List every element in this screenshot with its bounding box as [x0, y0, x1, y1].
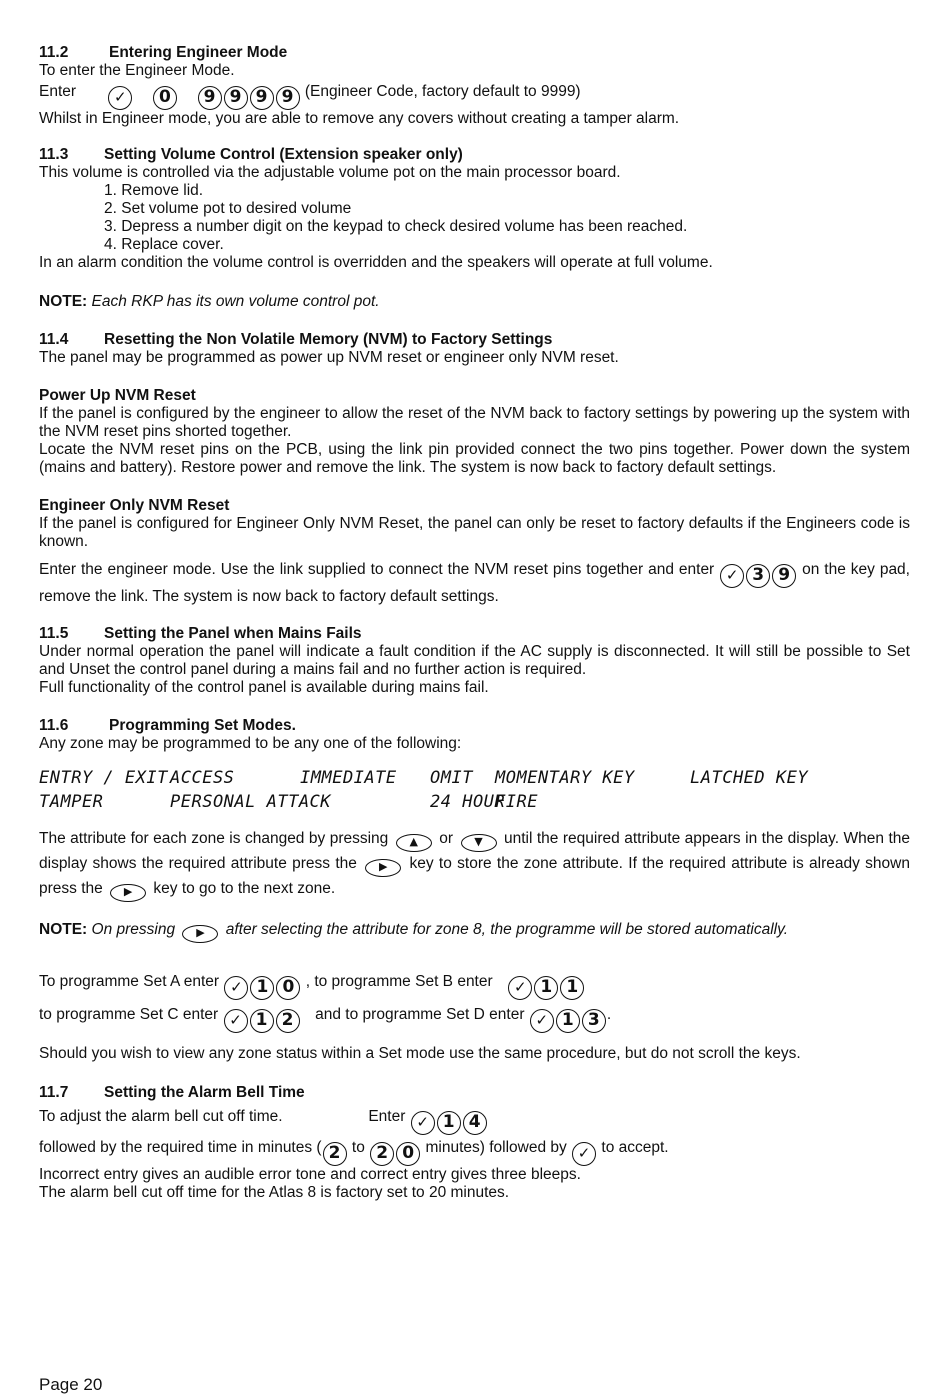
- paragraph: Under normal operation the panel will indicate a fault condition if the AC supply is disconnected. It will still be possible to Set and Unset the control panel during a mains fail and no further action is required.: [39, 643, 910, 678]
- section-title: Resetting the Non Volatile Memory (NVM) to Factory Settings: [104, 331, 553, 348]
- right-arrow-key-icon: ▶: [110, 884, 146, 902]
- attribute-label: TAMPER: [39, 792, 104, 812]
- document-page: [39, 44, 910, 1202]
- digit-key-icon: 3: [582, 1009, 606, 1033]
- engineer-code-line: Enter ✓ 0 9 9 9 9 (Engineer Code, factory default to 9999): [39, 83, 910, 110]
- subheading: Power Up NVM Reset: [39, 387, 196, 404]
- attribute-label: LATCHED KEY: [690, 768, 809, 788]
- check-key-icon: ✓: [508, 976, 532, 1000]
- section-title: Entering Engineer Mode: [109, 44, 288, 61]
- check-key-icon: ✓: [720, 564, 744, 588]
- digit-key-icon: 3: [746, 564, 770, 588]
- attribute-label: FIRE: [495, 792, 538, 812]
- attribute-row-2: [39, 793, 910, 817]
- digit-key-icon: 1: [250, 976, 274, 1000]
- paragraph: The alarm bell cut off time for the Atlas 8 is factory set to 20 minutes.: [39, 1184, 510, 1201]
- paragraph: If the panel is configured for Engineer Only NVM Reset, the panel can only be reset to factory defaults if the Engineers code is known.: [39, 515, 910, 550]
- attribute-label: IMMEDIATE: [300, 768, 397, 788]
- attribute-label: 24 HOUR: [430, 792, 506, 812]
- paragraph: Any zone may be programmed to be any one of the following:: [39, 735, 462, 752]
- digit-key-icon: 1: [437, 1111, 461, 1135]
- section-number: 11.4: [39, 331, 69, 348]
- set-c-d-line: to programme Set C enter ✓ 1 2 and to programme Set D enter ✓ 1 3 .: [39, 1000, 910, 1033]
- digit-key-icon: 0: [153, 86, 177, 110]
- section-number: 11.3: [39, 146, 69, 163]
- paragraph: In an alarm condition the volume control is overridden and the speakers will operate at full volume.: [39, 254, 713, 271]
- digit-key-icon: 4: [463, 1111, 487, 1135]
- digit-key-icon: 1: [534, 976, 558, 1000]
- digit-key-icon: 9: [224, 86, 248, 110]
- section-title: Programming Set Modes.: [109, 717, 296, 734]
- paragraph: This volume is controlled via the adjustable volume pot on the main processor board.: [39, 164, 621, 181]
- section-11-3-heading: [39, 146, 910, 164]
- section-number: 11.2: [39, 44, 69, 61]
- section-title: Setting Volume Control (Extension speaker only): [104, 146, 463, 163]
- check-key-icon: ✓: [224, 976, 248, 1000]
- page-number: Page 20: [39, 1375, 103, 1394]
- section-11-2-heading: [39, 44, 910, 62]
- paragraph: The panel may be programmed as power up NVM reset or engineer only NVM reset.: [39, 349, 619, 366]
- paragraph: Full functionality of the control panel is available during mains fail.: [39, 679, 489, 696]
- section-11-4-heading: [39, 331, 910, 349]
- paragraph: To enter the Engineer Mode.: [39, 62, 235, 79]
- attribute-row-1: [39, 769, 910, 793]
- check-key-icon: ✓: [530, 1009, 554, 1033]
- right-arrow-key-icon: ▶: [182, 925, 218, 943]
- paragraph: Whilst in Engineer mode, you are able to remove any covers without creating a tamper alarm.: [39, 110, 680, 127]
- paragraph: Locate the NVM reset pins on the PCB, using the link pin provided connect the two pins together. Power down the system (mains and battery). Restore power and remove the link. The system is now back to factory default settings.: [39, 441, 910, 476]
- section-title: Setting the Alarm Bell Time: [104, 1084, 305, 1101]
- list-item: 4. Replace cover.: [104, 236, 224, 253]
- up-arrow-key-icon: ▲: [396, 834, 432, 852]
- section-11-7-heading: [39, 1084, 910, 1102]
- list-item: 2. Set volume pot to desired volume: [104, 200, 352, 217]
- digit-key-icon: 0: [276, 976, 300, 1000]
- note: NOTE: Each RKP has its own volume control pot.: [39, 293, 380, 310]
- digit-key-icon: 1: [250, 1009, 274, 1033]
- digit-key-icon: 2: [323, 1142, 347, 1166]
- subheading: Engineer Only NVM Reset: [39, 497, 230, 514]
- note: NOTE: On pressing ▶ after selecting the attribute for zone 8, the programme will be stored automatically.: [39, 921, 910, 943]
- attribute-label: ENTRY / EXIT: [39, 768, 168, 788]
- right-arrow-key-icon: ▶: [365, 859, 401, 877]
- down-arrow-key-icon: ▼: [461, 834, 497, 852]
- paragraph: Incorrect entry gives an audible error tone and correct entry gives three bleeps.: [39, 1166, 581, 1183]
- paragraph: The attribute for each zone is changed by pressing ▲ or ▼ until the required attribute appears in the display. When the display shows the required attribute press the ▶ key to store the zone attribute. If the required attribute is already shown press the ▶ key to go to the next zone.: [39, 827, 910, 902]
- bell-time-range-line: followed by the required time in minutes ( 2 to 2 0 minutes) followed by ✓ to accept.: [39, 1135, 910, 1166]
- list-item: 3. Depress a number digit on the keypad to check desired volume has been reached.: [104, 218, 688, 235]
- list-item: 1. Remove lid.: [104, 182, 204, 199]
- steps-list: [39, 182, 910, 254]
- section-number: 11.7: [39, 1084, 69, 1101]
- section-number: 11.6: [39, 717, 69, 734]
- digit-key-icon: 9: [250, 86, 274, 110]
- check-key-icon: ✓: [108, 86, 132, 110]
- paragraph: If the panel is configured by the engineer to allow the reset of the NVM back to factory settings by powering up the system with the NVM reset pins shorted together.: [39, 405, 910, 440]
- check-key-icon: ✓: [224, 1009, 248, 1033]
- digit-key-icon: 9: [198, 86, 222, 110]
- digit-key-icon: 9: [772, 564, 796, 588]
- digit-key-icon: 1: [556, 1009, 580, 1033]
- section-11-6-heading: [39, 717, 910, 735]
- paragraph: Should you wish to view any zone status within a Set mode use the same procedure, but do not scroll the keys.: [39, 1045, 801, 1062]
- digit-key-icon: 9: [276, 86, 300, 110]
- digit-key-icon: 0: [396, 1142, 420, 1166]
- attribute-label: ACCESS: [170, 768, 235, 788]
- attribute-label: MOMENTARY KEY: [495, 768, 635, 788]
- section-title: Setting the Panel when Mains Fails: [104, 625, 362, 642]
- digit-key-icon: 2: [370, 1142, 394, 1166]
- paragraph: Enter the engineer mode. Use the link supplied to connect the NVM reset pins together and enter ✓ 3 9 on the key pad, remove the link. The system is now back to factory default settings.: [39, 561, 910, 605]
- section-11-5-heading: [39, 625, 910, 643]
- attribute-label: PERSONAL ATTACK: [170, 792, 332, 812]
- digit-key-icon: 2: [276, 1009, 300, 1033]
- bell-time-line: To adjust the alarm bell cut off time. Enter ✓ 1 4: [39, 1102, 910, 1135]
- attribute-label: OMIT: [430, 768, 473, 788]
- check-key-icon: ✓: [411, 1111, 435, 1135]
- set-a-b-line: To programme Set A enter ✓ 1 0 , to programme Set B enter ✓ 1 1: [39, 967, 910, 1000]
- check-key-icon: ✓: [572, 1142, 596, 1166]
- section-number: 11.5: [39, 625, 69, 642]
- digit-key-icon: 1: [560, 976, 584, 1000]
